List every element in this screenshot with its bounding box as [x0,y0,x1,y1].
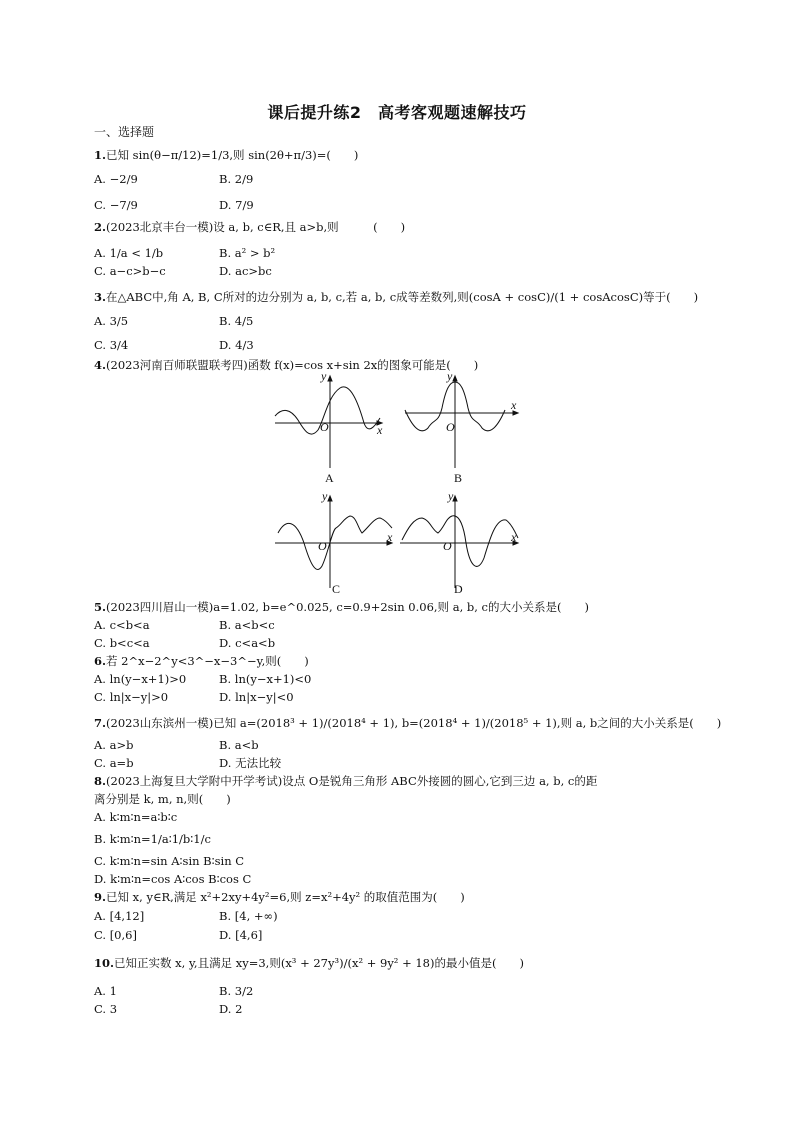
option-d[interactable]: D. ac>bc [219,264,272,278]
question-number: 5. [94,600,107,614]
question-6 [94,654,309,668]
origin-b: O [446,420,455,434]
graph-label-c[interactable]: C [332,582,341,596]
y-label-d: y [448,489,454,503]
x-label-d: x [511,530,517,544]
curve-d [402,516,518,567]
option-a[interactable]: A. a>b [94,738,134,752]
origin-d: O [443,539,452,553]
option-a[interactable]: A. 3/5 [94,314,129,328]
option-d[interactable]: D. c<a<b [219,636,276,650]
option-b[interactable]: B. ln(y−x+1)<0 [219,672,312,686]
question-stem: 若 2^x−2^y<3^−x−3^−y,则( ) [106,654,309,668]
option-c[interactable]: C. 3 [94,1002,118,1016]
option-a[interactable]: A. −2/9 [94,172,138,186]
question-stem: 已知 x, y∈R,满足 x²+2xy+4y²=6,则 z=x²+4y² 的取值范围为( ) [106,890,465,904]
question-number: 9. [94,890,107,904]
y-label-c: y [322,489,328,503]
y-axis-arrow [328,376,332,381]
page-title: 课后提升练2 高考客观题速解技巧 [267,103,527,122]
origin-a: O [320,420,329,434]
question-number: 2. [94,220,107,234]
question-number: 4. [94,358,107,372]
question-number: 7. [94,716,107,730]
question-10 [94,956,524,970]
option-d[interactable]: D. [4,6] [219,928,263,942]
question-stem: (2023山东滨州一模)已知 a=(2018³ + 1)/(2018⁴ + 1), b=(2018⁴ + 1)/(2018⁵ + 1),则 a, b之间的大小关系是( ) [106,716,722,730]
graph-label-d[interactable]: D [454,582,463,596]
option-c[interactable]: C. k∶m∶n=sin A∶sin B∶sin C [94,854,245,868]
question-1 [94,148,358,162]
section-heading: 一、选择题 [94,125,155,139]
graph-label-a[interactable]: A [325,471,334,485]
option-b[interactable]: B. 4/5 [219,314,254,328]
question-number: 3. [94,290,107,304]
option-a[interactable]: A. 1 [94,984,117,998]
question-stem: 在△ABC中,角 A, B, C所对的边分别为 a, b, c,若 a, b, c成等差数列,则(cosA + cosC)/(1 + cosAcosC)等于( ) [106,290,699,304]
option-d[interactable]: D. ln|x−y|<0 [219,690,294,704]
option-b[interactable]: B. [4, +∞) [219,909,278,923]
graph-b[interactable] [405,376,518,468]
question-stem: 已知 sin(θ−π/12)=1/3,则 sin(2θ+π/3)=( ) [106,148,359,162]
graph-c[interactable] [275,496,392,588]
option-b[interactable]: B. a<b [219,738,259,752]
question-stem: (2023北京丰台一模)设 a, b, c∈R,且 a>b,则 ( ) [106,220,406,234]
question-2 [94,220,405,234]
option-c[interactable]: C. a−c>b−c [94,264,166,278]
question-stem: 已知正实数 x, y,且满足 xy=3,则(x³ + 27y³)/(x² + 9y² + 18)的最小值是( ) [114,956,524,970]
y-axis-arrow [453,496,457,501]
option-d[interactable]: D. 2 [219,1002,243,1016]
origin-c: O [318,539,327,553]
question-stem: (2023上海复旦大学附中开学考试)设点 O是锐角三角形 ABC外接圆的圆心,它到三边 a, b, c的距 [106,774,598,788]
option-d[interactable]: D. 4/3 [219,338,254,352]
option-b[interactable]: B. 3/2 [219,984,254,998]
graph-options [270,368,530,598]
option-a[interactable]: A. k∶m∶n=a∶b∶c [94,810,178,824]
option-c[interactable]: C. −7/9 [94,198,138,212]
option-b[interactable]: B. 2/9 [219,172,254,186]
option-c[interactable]: C. ln|x−y|>0 [94,690,169,704]
question-number: 6. [94,654,107,668]
option-c[interactable]: C. [0,6] [94,928,137,942]
question-number: 10. [94,956,115,970]
graph-label-b[interactable]: B [454,471,463,485]
question-5 [94,600,589,614]
option-d[interactable]: D. 7/9 [219,198,254,212]
x-label-a: x [377,423,383,437]
x-label-c: x [387,530,393,544]
option-a[interactable]: A. ln(y−x+1)>0 [94,672,187,686]
option-a[interactable]: A. [4,12] [94,909,145,923]
y-axis-arrow [328,496,332,501]
option-b[interactable]: B. a<b<c [219,618,275,632]
graph-figure [270,368,530,598]
option-a[interactable]: A. 1/a < 1/b [94,246,164,260]
option-c[interactable]: C. a=b [94,756,134,770]
y-label-a: y [321,369,327,383]
option-c[interactable]: C. 3/4 [94,338,129,352]
option-d[interactable]: D. k∶m∶n=cos A∶cos B∶cos C [94,872,252,886]
option-c[interactable]: C. b<c<a [94,636,150,650]
x-label-b: x [511,398,517,412]
question-7 [94,716,721,730]
y-label-b: y [447,369,453,383]
graph-d[interactable] [400,496,518,588]
question-8-continued: 离分别是 k, m, n,则( ) [94,792,231,806]
question-stem: (2023四川眉山一模)a=1.02, b=e^0.025, c=0.9+2sin 0.06,则 a, b, c的大小关系是( ) [106,600,589,614]
question-3 [94,290,698,304]
y-axis-arrow [453,376,457,381]
question-stem: (2023河南百师联盟联考四)函数 f(x)=cos x+sin 2x的图象可能是( ) [106,358,479,372]
question-8 [94,774,597,788]
option-b[interactable]: B. k∶m∶n=1/a∶1/b∶1/c [94,832,211,846]
option-a[interactable]: A. c<b<a [94,618,150,632]
question-number: 8. [94,774,107,788]
option-d[interactable]: D. 无法比较 [219,756,282,770]
option-b[interactable]: B. a² > b² [219,246,276,260]
question-9 [94,890,465,904]
question-number: 1. [94,148,107,162]
